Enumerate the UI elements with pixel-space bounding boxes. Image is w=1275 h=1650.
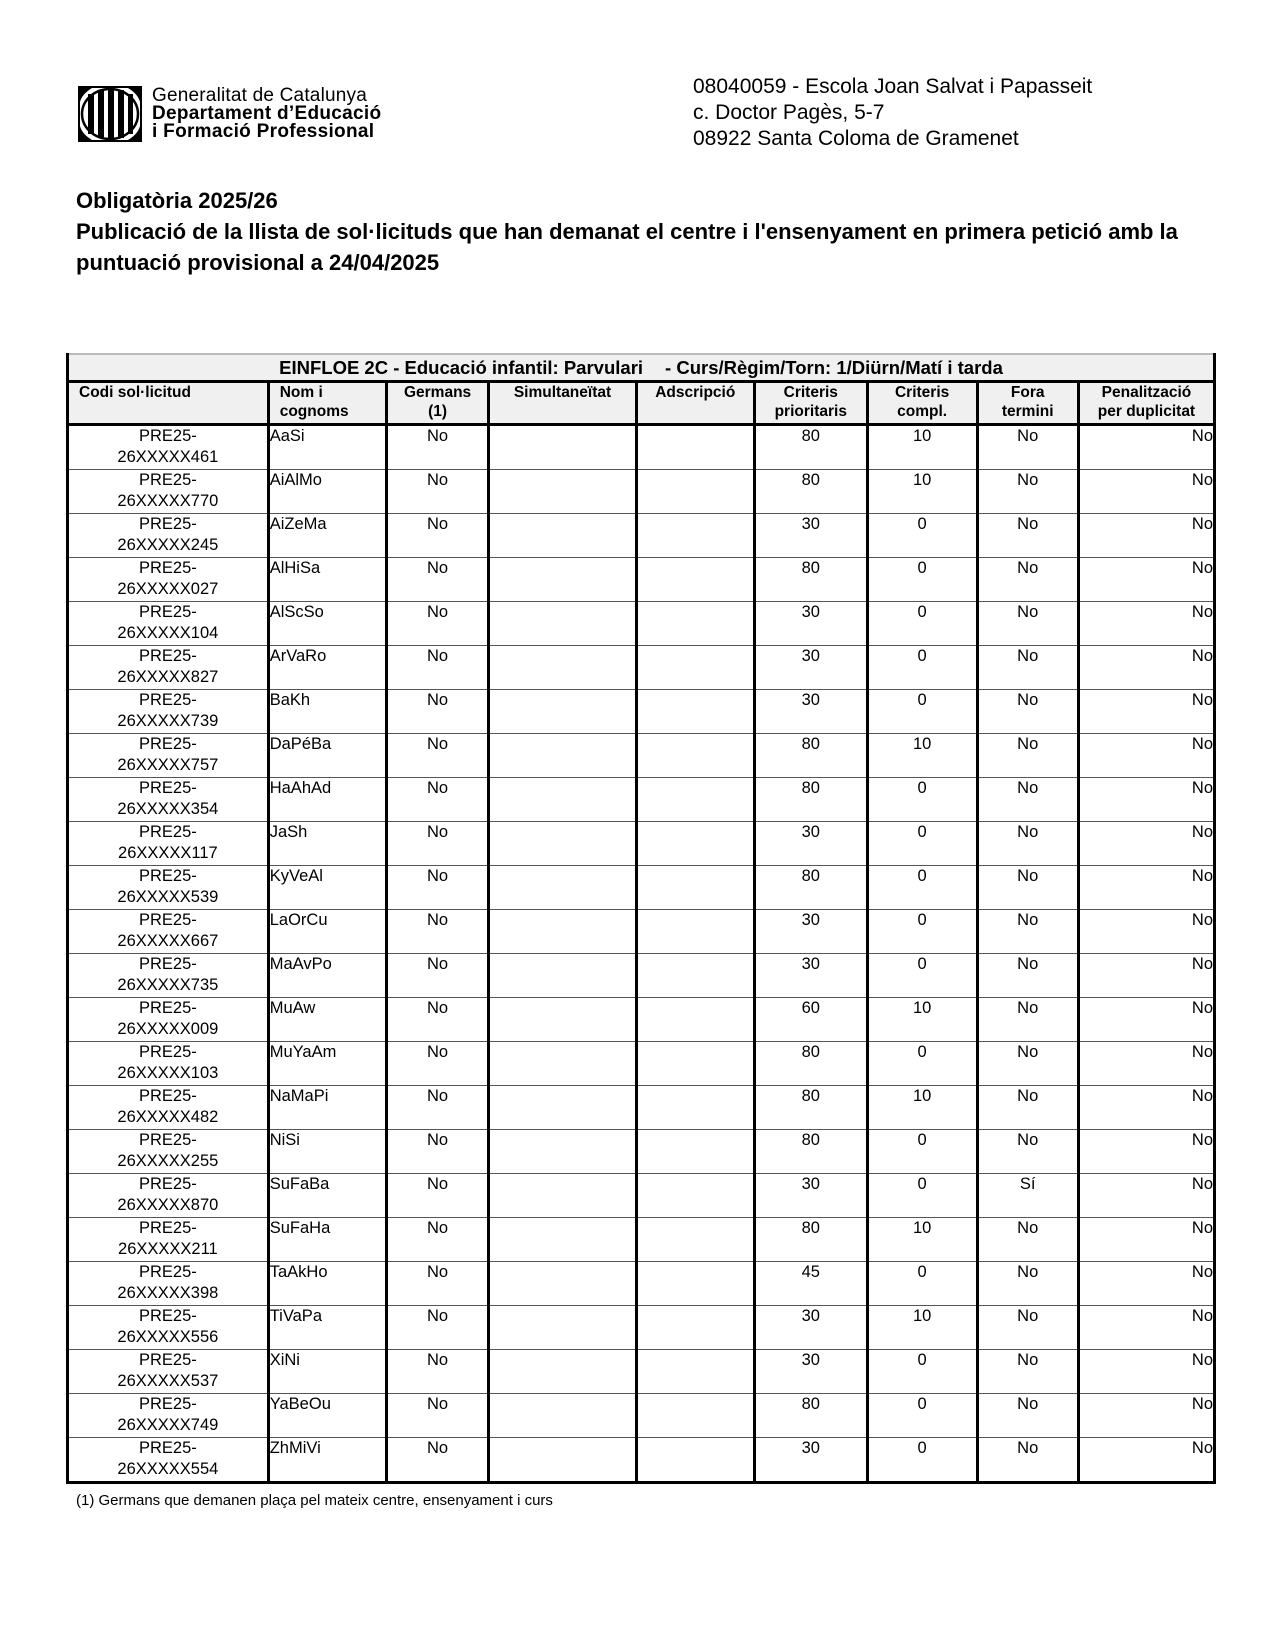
cell-siblings: No [386, 1174, 488, 1218]
cell-late: No [977, 1350, 1078, 1394]
table-row [68, 690, 1215, 734]
cell-code: PRE25- 26XXXXX117 [68, 822, 269, 866]
cell-simultaneity [489, 1306, 636, 1350]
cell-code: PRE25- 26XXXXX667 [68, 910, 269, 954]
cell-adscription [636, 1218, 754, 1262]
cell-siblings: No [386, 1130, 488, 1174]
cell-code: PRE25- 26XXXXX537 [68, 1350, 269, 1394]
cell-late: No [977, 954, 1078, 998]
cell-siblings: No [386, 866, 488, 910]
cell-adscription [636, 470, 754, 514]
cell-adscription [636, 1306, 754, 1350]
cell-siblings: No [386, 998, 488, 1042]
cell-complementary-criteria: 0 [867, 1394, 977, 1438]
cell-penalty: No [1078, 734, 1214, 778]
col-header-code: Codi sol·licitud [68, 382, 269, 425]
cell-adscription [636, 602, 754, 646]
cell-siblings: No [386, 1042, 488, 1086]
cell-simultaneity [489, 954, 636, 998]
table-row [68, 866, 1215, 910]
cell-code: PRE25- 26XXXXX461 [68, 425, 269, 470]
cell-name: NaMaPi [268, 1086, 386, 1130]
cell-code: PRE25- 26XXXXX770 [68, 470, 269, 514]
cell-priority-criteria: 60 [754, 998, 867, 1042]
catalan-coat-of-arms-icon [78, 86, 142, 142]
cell-priority-criteria: 80 [754, 1086, 867, 1130]
cell-adscription [636, 866, 754, 910]
cell-penalty: No [1078, 778, 1214, 822]
cell-penalty: No [1078, 470, 1214, 514]
col-header-priority-criteria: Criteris prioritaris [754, 382, 867, 425]
cell-penalty: No [1078, 998, 1214, 1042]
school-code-name: 08040059 - Escola Joan Salvat i Papasseit [693, 75, 1093, 98]
cell-name: AiZeMa [268, 514, 386, 558]
cell-name: JaSh [268, 822, 386, 866]
cell-siblings: No [386, 1262, 488, 1306]
cell-priority-criteria: 30 [754, 646, 867, 690]
cell-name: AiAlMo [268, 470, 386, 514]
cell-complementary-criteria: 0 [867, 602, 977, 646]
school-city: 08922 Santa Coloma de Gramenet [693, 127, 1019, 150]
cell-complementary-criteria: 0 [867, 1174, 977, 1218]
cell-penalty: No [1078, 1438, 1214, 1483]
cell-simultaneity [489, 558, 636, 602]
cell-simultaneity [489, 1438, 636, 1483]
cell-complementary-criteria: 0 [867, 1130, 977, 1174]
cell-name: TaAkHo [268, 1262, 386, 1306]
org-name: Generalitat de Catalunya [152, 85, 367, 106]
cell-adscription [636, 1438, 754, 1483]
cell-penalty: No [1078, 1218, 1214, 1262]
cell-name: HaAhAd [268, 778, 386, 822]
cell-name: NiSi [268, 1130, 386, 1174]
cell-penalty: No [1078, 866, 1214, 910]
cell-penalty: No [1078, 954, 1214, 998]
cell-siblings: No [386, 602, 488, 646]
table-row [68, 1262, 1215, 1306]
table-row [68, 778, 1215, 822]
table-row [68, 558, 1215, 602]
cell-priority-criteria: 30 [754, 1438, 867, 1483]
cell-complementary-criteria: 0 [867, 1438, 977, 1483]
table-row [68, 1042, 1215, 1086]
cell-late: No [977, 646, 1078, 690]
cell-code: PRE25- 26XXXXX398 [68, 1262, 269, 1306]
cell-late: No [977, 1262, 1078, 1306]
cell-adscription [636, 1350, 754, 1394]
cell-simultaneity [489, 1042, 636, 1086]
cell-name: YaBeOu [268, 1394, 386, 1438]
cell-code: PRE25- 26XXXXX211 [68, 1218, 269, 1262]
cell-siblings: No [386, 954, 488, 998]
cell-code: PRE25- 26XXXXX354 [68, 778, 269, 822]
cell-adscription [636, 1262, 754, 1306]
cell-priority-criteria: 80 [754, 558, 867, 602]
table-row [68, 1394, 1215, 1438]
cell-complementary-criteria: 0 [867, 822, 977, 866]
cell-late: No [977, 690, 1078, 734]
cell-complementary-criteria: 0 [867, 558, 977, 602]
cell-adscription [636, 646, 754, 690]
cell-late: No [977, 866, 1078, 910]
cell-late: No [977, 1042, 1078, 1086]
cell-penalty: No [1078, 602, 1214, 646]
document-title [76, 185, 1226, 278]
cell-priority-criteria: 80 [754, 1394, 867, 1438]
cell-code: PRE25- 26XXXXX104 [68, 602, 269, 646]
cell-siblings: No [386, 1394, 488, 1438]
table-row [68, 1218, 1215, 1262]
cell-priority-criteria: 30 [754, 1350, 867, 1394]
cell-code: PRE25- 26XXXXX870 [68, 1174, 269, 1218]
cell-priority-criteria: 30 [754, 822, 867, 866]
cell-name: SuFaHa [268, 1218, 386, 1262]
cell-late: No [977, 1306, 1078, 1350]
table-row [68, 998, 1215, 1042]
cell-priority-criteria: 80 [754, 866, 867, 910]
cell-siblings: No [386, 646, 488, 690]
cell-priority-criteria: 80 [754, 734, 867, 778]
cell-complementary-criteria: 0 [867, 954, 977, 998]
cell-late: No [977, 1394, 1078, 1438]
cell-late: No [977, 425, 1078, 470]
cell-late: Sí [977, 1174, 1078, 1218]
title-description: Publicació de la llista de sol·licituds que han demanat el centre i l'ensenyament en primera petició amb la puntuació provisional a 24/04/2025 [76, 219, 1178, 275]
cell-simultaneity [489, 734, 636, 778]
cell-name: AlScSo [268, 602, 386, 646]
table-row [68, 646, 1215, 690]
cell-simultaneity [489, 425, 636, 470]
cell-penalty: No [1078, 910, 1214, 954]
cell-penalty: No [1078, 425, 1214, 470]
col-header-name: Nom i cognoms [268, 382, 386, 425]
cell-adscription [636, 1086, 754, 1130]
cell-penalty: No [1078, 1262, 1214, 1306]
cell-adscription [636, 1394, 754, 1438]
cell-code: PRE25- 26XXXXX739 [68, 690, 269, 734]
cell-late: No [977, 1086, 1078, 1130]
col-header-siblings: Germans (1) [386, 382, 488, 425]
cell-code: PRE25- 26XXXXX749 [68, 1394, 269, 1438]
cell-penalty: No [1078, 1042, 1214, 1086]
cell-complementary-criteria: 0 [867, 690, 977, 734]
cell-late: No [977, 1130, 1078, 1174]
cell-simultaneity [489, 1350, 636, 1394]
cell-complementary-criteria: 0 [867, 646, 977, 690]
cell-simultaneity [489, 1218, 636, 1262]
cell-priority-criteria: 80 [754, 470, 867, 514]
cell-simultaneity [489, 998, 636, 1042]
cell-late: No [977, 602, 1078, 646]
cell-name: ZhMiVi [268, 1438, 386, 1483]
cell-name: KyVeAl [268, 866, 386, 910]
cell-priority-criteria: 80 [754, 1218, 867, 1262]
cell-code: PRE25- 26XXXXX735 [68, 954, 269, 998]
table-row [68, 514, 1215, 558]
cell-siblings: No [386, 778, 488, 822]
cell-simultaneity [489, 1086, 636, 1130]
table-row [68, 1438, 1215, 1483]
cell-adscription [636, 1042, 754, 1086]
table-row [68, 470, 1215, 514]
col-header-simultaneity: Simultaneïtat [489, 382, 636, 425]
cell-priority-criteria: 80 [754, 425, 867, 470]
cell-code: PRE25- 26XXXXX103 [68, 1042, 269, 1086]
cell-late: No [977, 910, 1078, 954]
cell-late: No [977, 822, 1078, 866]
table-row [68, 1306, 1215, 1350]
applications-table [66, 353, 1216, 1484]
cell-siblings: No [386, 822, 488, 866]
table-row [68, 910, 1215, 954]
cell-complementary-criteria: 0 [867, 910, 977, 954]
cell-penalty: No [1078, 1350, 1214, 1394]
cell-siblings: No [386, 558, 488, 602]
cell-simultaneity [489, 1394, 636, 1438]
school-address: c. Doctor Pagès, 5-7 [693, 101, 885, 124]
cell-adscription [636, 1174, 754, 1218]
cell-adscription [636, 734, 754, 778]
cell-siblings: No [386, 425, 488, 470]
cell-priority-criteria: 30 [754, 910, 867, 954]
cell-penalty: No [1078, 558, 1214, 602]
cell-code: PRE25- 26XXXXX554 [68, 1438, 269, 1483]
cell-late: No [977, 778, 1078, 822]
cell-complementary-criteria: 10 [867, 470, 977, 514]
cell-complementary-criteria: 10 [867, 1218, 977, 1262]
table-row [68, 1086, 1215, 1130]
table-row [68, 954, 1215, 998]
cell-adscription [636, 998, 754, 1042]
cell-code: PRE25- 26XXXXX539 [68, 866, 269, 910]
cell-simultaneity [489, 822, 636, 866]
cell-siblings: No [386, 1350, 488, 1394]
cell-penalty: No [1078, 1086, 1214, 1130]
cell-simultaneity [489, 778, 636, 822]
cell-late: No [977, 514, 1078, 558]
cell-penalty: No [1078, 690, 1214, 734]
cell-name: ArVaRo [268, 646, 386, 690]
cell-name: MuAw [268, 998, 386, 1042]
cell-name: MuYaAm [268, 1042, 386, 1086]
department-name-cont: i Formació Professional [152, 121, 375, 142]
cell-late: No [977, 1438, 1078, 1483]
cell-code: PRE25- 26XXXXX556 [68, 1306, 269, 1350]
cell-priority-criteria: 80 [754, 1130, 867, 1174]
table-row [68, 1130, 1215, 1174]
cell-penalty: No [1078, 1394, 1214, 1438]
cell-siblings: No [386, 470, 488, 514]
cell-complementary-criteria: 0 [867, 1350, 977, 1394]
cell-name: XiNi [268, 1350, 386, 1394]
table-group-title: EINFLOE 2C - Educació infantil: Parvulari - Curs/Règim/Torn: 1/Diürn/Matí i tarda [68, 354, 1215, 382]
cell-simultaneity [489, 1174, 636, 1218]
cell-complementary-criteria: 0 [867, 514, 977, 558]
cell-siblings: No [386, 1438, 488, 1483]
cell-penalty: No [1078, 1130, 1214, 1174]
cell-priority-criteria: 80 [754, 1042, 867, 1086]
cell-code: PRE25- 26XXXXX827 [68, 646, 269, 690]
cell-simultaneity [489, 866, 636, 910]
title-year: Obligatòria 2025/26 [76, 188, 278, 213]
table-row [68, 734, 1215, 778]
cell-name: DaPéBa [268, 734, 386, 778]
cell-penalty: No [1078, 1174, 1214, 1218]
cell-siblings: No [386, 514, 488, 558]
cell-simultaneity [489, 690, 636, 734]
cell-code: PRE25- 26XXXXX757 [68, 734, 269, 778]
cell-priority-criteria: 30 [754, 954, 867, 998]
cell-complementary-criteria: 10 [867, 1306, 977, 1350]
column-headers [68, 382, 1215, 425]
cell-simultaneity [489, 602, 636, 646]
department-name: Departament d’Educació [152, 103, 382, 124]
cell-simultaneity [489, 910, 636, 954]
cell-penalty: No [1078, 1306, 1214, 1350]
cell-complementary-criteria: 10 [867, 1086, 977, 1130]
cell-simultaneity [489, 514, 636, 558]
cell-complementary-criteria: 10 [867, 998, 977, 1042]
cell-complementary-criteria: 0 [867, 866, 977, 910]
cell-simultaneity [489, 470, 636, 514]
cell-simultaneity [489, 1262, 636, 1306]
cell-penalty: No [1078, 646, 1214, 690]
cell-code: PRE25- 26XXXXX027 [68, 558, 269, 602]
cell-adscription [636, 954, 754, 998]
school-info [693, 74, 1092, 152]
table-row [68, 602, 1215, 646]
cell-complementary-criteria: 0 [867, 778, 977, 822]
table-row [68, 822, 1215, 866]
cell-late: No [977, 470, 1078, 514]
col-header-complementary-criteria: Criteris compl. [867, 382, 977, 425]
cell-siblings: No [386, 1086, 488, 1130]
cell-siblings: No [386, 910, 488, 954]
cell-priority-criteria: 30 [754, 514, 867, 558]
col-header-late: Fora termini [977, 382, 1078, 425]
cell-code: PRE25- 26XXXXX482 [68, 1086, 269, 1130]
cell-adscription [636, 558, 754, 602]
cell-siblings: No [386, 1306, 488, 1350]
cell-name: AlHiSa [268, 558, 386, 602]
cell-adscription [636, 910, 754, 954]
cell-priority-criteria: 30 [754, 602, 867, 646]
cell-name: SuFaBa [268, 1174, 386, 1218]
cell-priority-criteria: 30 [754, 1306, 867, 1350]
cell-simultaneity [489, 1130, 636, 1174]
cell-late: No [977, 998, 1078, 1042]
cell-late: No [977, 558, 1078, 602]
cell-priority-criteria: 45 [754, 1262, 867, 1306]
generalitat-logo [78, 86, 381, 142]
col-header-adscription: Adscripció [636, 382, 754, 425]
cell-late: No [977, 734, 1078, 778]
cell-code: PRE25- 26XXXXX255 [68, 1130, 269, 1174]
cell-name: LaOrCu [268, 910, 386, 954]
cell-code: PRE25- 26XXXXX009 [68, 998, 269, 1042]
cell-priority-criteria: 30 [754, 690, 867, 734]
cell-name: MaAvPo [268, 954, 386, 998]
cell-penalty: No [1078, 822, 1214, 866]
cell-adscription [636, 514, 754, 558]
cell-complementary-criteria: 10 [867, 425, 977, 470]
table-row [68, 1174, 1215, 1218]
table-row [68, 1350, 1215, 1394]
cell-complementary-criteria: 0 [867, 1262, 977, 1306]
cell-code: PRE25- 26XXXXX245 [68, 514, 269, 558]
cell-adscription [636, 778, 754, 822]
cell-name: TiVaPa [268, 1306, 386, 1350]
cell-complementary-criteria: 10 [867, 734, 977, 778]
table-row [68, 425, 1215, 470]
cell-penalty: No [1078, 514, 1214, 558]
cell-complementary-criteria: 0 [867, 1042, 977, 1086]
cell-name: AaSi [268, 425, 386, 470]
cell-siblings: No [386, 1218, 488, 1262]
cell-siblings: No [386, 690, 488, 734]
cell-priority-criteria: 30 [754, 1174, 867, 1218]
cell-adscription [636, 425, 754, 470]
cell-siblings: No [386, 734, 488, 778]
footnote: (1) Germans que demanen plaça pel mateix centre, ensenyament i curs [76, 1492, 553, 1509]
col-header-penalty: Penalització per duplicitat [1078, 382, 1214, 425]
cell-simultaneity [489, 646, 636, 690]
cell-name: BaKh [268, 690, 386, 734]
cell-adscription [636, 1130, 754, 1174]
cell-late: No [977, 1218, 1078, 1262]
cell-adscription [636, 822, 754, 866]
cell-priority-criteria: 80 [754, 778, 867, 822]
cell-adscription [636, 690, 754, 734]
